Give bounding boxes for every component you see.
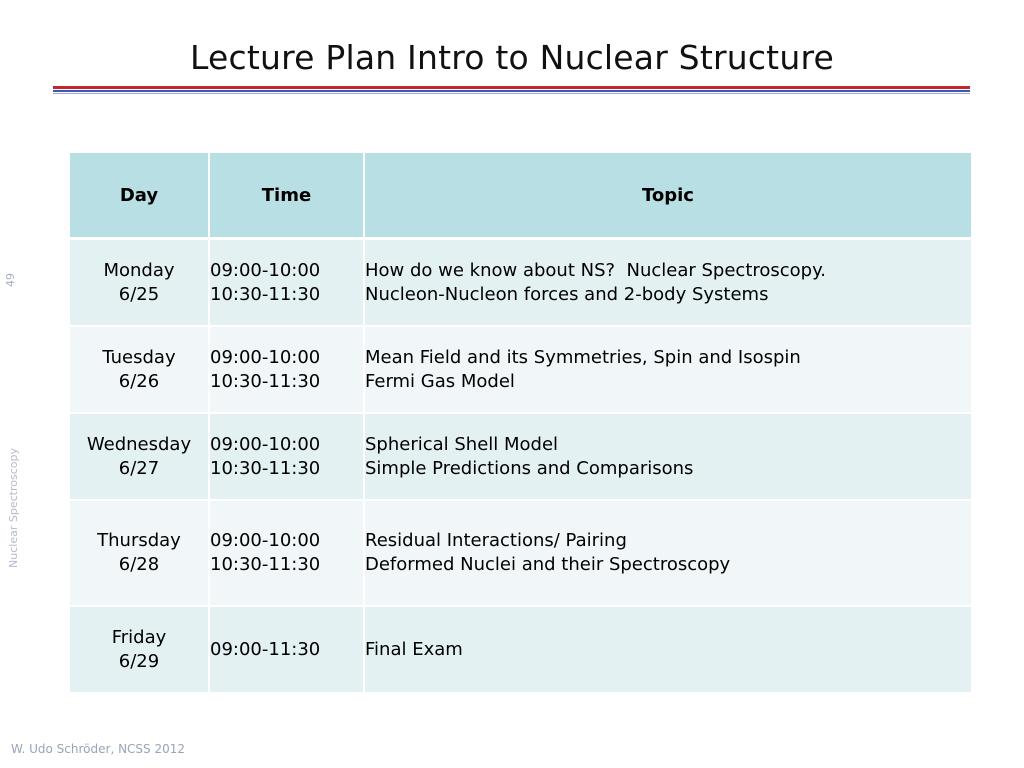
topic-line: Simple Predictions and Comparisons xyxy=(365,457,694,479)
day-date: 6/29 xyxy=(118,650,160,672)
day-cell xyxy=(69,413,209,500)
side-label: Nuclear Spectroscopy xyxy=(7,448,20,568)
time-cell xyxy=(209,606,364,693)
topic-line: Final Exam xyxy=(365,638,463,660)
time-slot: 09:00-10:00 xyxy=(210,346,321,368)
topic-cell xyxy=(364,326,972,413)
time-slot: 09:00-10:00 xyxy=(210,259,321,281)
time-cell xyxy=(209,326,364,413)
day-name: Monday xyxy=(103,259,175,281)
lecture-plan-table xyxy=(68,151,973,694)
day-name: Wednesday xyxy=(86,433,192,455)
day-cell xyxy=(69,326,209,413)
day-cell xyxy=(69,606,209,693)
time-slot: 10:30-11:30 xyxy=(210,457,321,479)
day-date: 6/27 xyxy=(118,457,160,479)
topic-cell xyxy=(364,239,972,327)
day-name: Friday xyxy=(111,626,167,648)
time-slot: 09:00-11:30 xyxy=(210,638,321,660)
topic-line: Mean Field and its Symmetries, Spin and Isospin xyxy=(365,346,801,368)
header-topic: Topic xyxy=(364,152,972,239)
title-rule-blue-light xyxy=(53,93,970,94)
title-rule-blue xyxy=(53,90,970,92)
table-row xyxy=(69,606,972,693)
title-rule-red xyxy=(53,86,970,89)
day-name: Thursday xyxy=(97,530,181,551)
header-time: Time xyxy=(209,152,364,239)
table-header-row xyxy=(69,152,972,239)
topic-line: Residual Interactions/ Pairing xyxy=(365,530,627,551)
day-date: 6/25 xyxy=(118,283,160,305)
day-date: 6/26 xyxy=(118,370,160,392)
topic-line: Nucleon-Nucleon forces and 2-body Systems xyxy=(365,283,769,305)
time-cell xyxy=(209,500,364,606)
slide-number: 49 xyxy=(4,273,17,287)
day-cell xyxy=(69,500,209,606)
footer-credit: W. Udo Schröder, NCSS 2012 xyxy=(11,742,186,756)
topic-line: Fermi Gas Model xyxy=(365,370,515,392)
topic-cell xyxy=(364,500,972,606)
time-cell xyxy=(209,239,364,327)
topic-line: Spherical Shell Model xyxy=(365,433,559,455)
time-slot: 09:00-10:00 xyxy=(210,433,321,455)
time-slot: 10:30-11:30 xyxy=(210,370,321,392)
time-slot: 10:30-11:30 xyxy=(210,554,321,575)
day-date: 6/28 xyxy=(118,554,160,575)
topic-line: How do we know about NS? Nuclear Spectroscopy. xyxy=(365,259,826,281)
time-slot: 09:00-10:00 xyxy=(210,530,321,551)
slide-title: Lecture Plan Intro to Nuclear Structure xyxy=(190,38,834,77)
table-row xyxy=(69,500,972,606)
table-row xyxy=(69,239,972,327)
table-row xyxy=(69,326,972,413)
header-day: Day xyxy=(69,152,209,239)
topic-line: Deformed Nuclei and their Spectroscopy xyxy=(365,554,731,575)
day-name: Tuesday xyxy=(102,346,176,368)
day-cell xyxy=(69,239,209,327)
topic-cell xyxy=(364,413,972,500)
time-cell xyxy=(209,413,364,500)
table-row xyxy=(69,413,972,500)
time-slot: 10:30-11:30 xyxy=(210,283,321,305)
topic-cell xyxy=(364,606,972,693)
